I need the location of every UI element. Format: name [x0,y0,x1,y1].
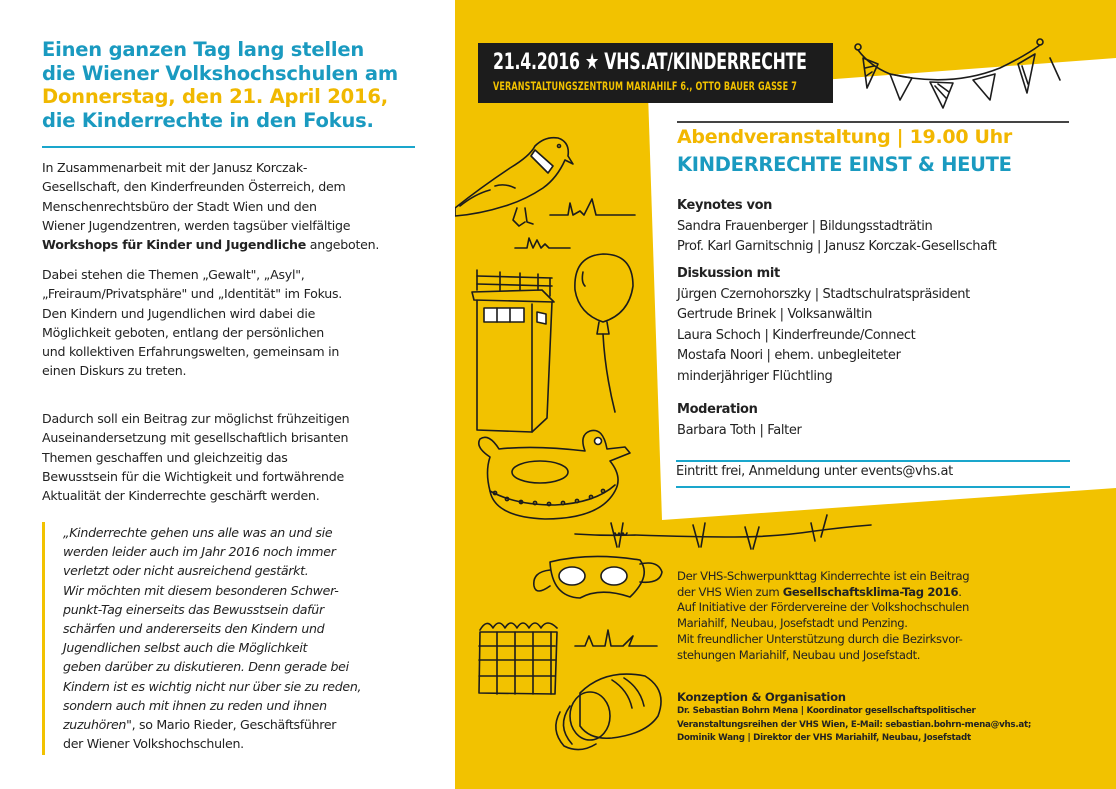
event-divider-top [677,121,1069,123]
quote-text: schärfen und andererseits den Kindern und [63,621,325,637]
grass-icon [515,234,575,259]
event-subtitle: KINDERRECHTE EINST & HEUTE [677,153,1012,176]
text-line: und kollektiven Erfahrungswelten, gemeinsam in [42,344,340,360]
workshops-highlight: Workshops für Kinder und Jugendliche [42,237,307,253]
credits-heading: Konzeption & Organisation [677,690,846,704]
info-text: . [958,584,962,599]
eye-mask-icon [530,552,665,607]
gesellschaftsklima-highlight: Gesellschaftsklima-Tag 2016 [782,584,959,599]
speaker-line: Sandra Frauenberger | Bildungsstadträtin [677,218,933,234]
headline-line-4: die Kinderrechte in den Fokus. [42,108,374,132]
text-line: Gesellschaft, den Kinderfreunden Österreich, dem [42,179,346,195]
quote-text: Jugendlichen selbst auch die Möglichkeit [63,640,308,656]
entry-registration-note: Eintritt frei, Anmeldung unter events@vhs.at [676,464,953,479]
quote-line [63,715,453,734]
text-line: Menschenrechtsbüro der Stadt Wien und den [42,198,317,214]
balloon-icon [573,252,638,417]
quote-line [63,657,453,676]
text-line: einen Diskurs zu treten. [42,363,187,379]
quote-attribution-line: der Wiener Volkshochschulen. [63,736,244,752]
info-paragraph [677,569,969,663]
quote-line [63,561,453,580]
event-title: Abendveranstaltung | 19.00 Uhr [677,126,1012,148]
info-line: Mariahilf, Neubau, Josefstadt und Penzing. [677,616,908,631]
info-line: Mit freundlicher Unterstützung durch die Bezirksvor- [677,631,963,646]
purpose-paragraph [42,409,462,505]
credits-line: Veranstaltungsreihen der VHS Wien, E-Mail: sebastian.bohrn-mena@vhs.at; [677,719,1032,730]
credits-line: Dominik Wang | Direktor der VHS Mariahilf, Neubau, Josefstadt [677,733,971,744]
quote-text: sondern auch mit ihnen zu reden und ihnen [63,697,327,713]
barbed-wire-icon [575,515,875,555]
intro-paragraph [42,158,462,254]
grass-icon [550,195,640,225]
info-line: Der VHS-Schwerpunkttag Kinderrechte ist ein Beitrag [677,569,970,583]
discussion-section [677,264,970,387]
quote-text: Kindern ist es wichtig nicht nur über sie zu reden, [63,678,362,694]
text-line: Wiener Jugendzentren, werden tagsüber vielfältige [42,217,351,233]
quote-line [63,638,453,657]
quote-text: Wir möchten mit diesem besonderen Schwer- [63,582,339,598]
quote-line [63,696,453,715]
panelist-line: Jürgen Czernohorszky | Stadtschulratspräsident [677,286,970,302]
quote-line [63,542,453,561]
info-line: stehungen Mariahilf, Neubau und Josefstadt. [677,647,921,662]
info-line [677,585,969,601]
entry-divider-top [676,460,1070,462]
text-tail: angeboten. [306,237,380,253]
text-line: Themen geschaffen und gleichzeitig das [42,449,288,465]
speaker-line: Prof. Karl Garnitschnig | Janusz Korczak-Gesellschaft [677,239,997,254]
headline-line-2: die Wiener Volkshochschulen am [42,61,398,85]
text-line: In Zusammenarbeit mit der Janusz Korczak- [42,160,308,175]
text-line: Aktualität der Kinderrechte geschärft werden. [42,488,320,504]
keynotes-section [677,196,997,258]
keynotes-heading: Keynotes von [677,198,773,213]
panelist-line: Laura Schoch | Kinderfreunde/Connect [677,327,916,343]
info-line: Auf Initiative der Fördervereine der Volkshochschulen [677,600,969,615]
grass-icon [575,628,665,653]
quote-line [63,600,453,619]
banner-date-url: 21.4.2016 ★ VHS.AT/KINDERRECHTE [493,49,807,75]
right-column [455,0,1116,789]
text-line: Auseinandersetzung mit gesellschaftlich brisanten [42,430,349,446]
quote-block [63,523,453,753]
headline-line-1: Einen ganzen Tag lang stellen [42,38,365,61]
quote-text: geben darüber zu diskutieren. Denn gerade bei [63,659,349,675]
date-banner [478,43,833,103]
quote-text: „Kinderrechte gehen uns alle was an und sie [63,525,333,540]
bunting-icon [850,38,1050,113]
text-line: Bewusstsein für die Wichtigkeit und fortwährende [42,468,344,484]
quote-text: zuzuhören" [63,717,132,733]
discussion-heading: Diskussion mit [677,266,780,281]
bread-icon [550,668,665,753]
text-line: Möglichkeit geboten, entlang der persönlichen [42,324,324,340]
moderator-line: Barbara Toth | Falter [677,422,802,438]
topics-paragraph [42,265,462,381]
credits-section [677,689,1031,746]
quote-line [63,677,453,696]
watchtower-icon [472,270,572,435]
panelist-line: Gertrude Brinek | Volksanwältin [677,307,873,322]
moderation-heading: Moderation [677,402,758,417]
quote-line [63,619,453,638]
text-line: „Freiraum/Privatsphäre" und „Identität" im Fokus. [42,286,343,302]
banner-venue: VERANSTALTUNGSZENTRUM MARIAHILF 6., OTTO BAUER GASSE 7 [493,80,797,93]
info-text: der VHS Wien zum [677,584,783,599]
headline-divider [42,146,415,148]
quote-attribution: , so Mario Rieder, Geschäftsführer [131,717,337,733]
text-line [42,235,462,254]
quote-line [63,523,453,542]
left-column [0,0,455,789]
headline [42,38,422,132]
panelist-line: Mostafa Noori | ehem. unbegleiteter [677,348,901,363]
quote-bar [42,522,45,755]
quote-text: werden leider auch im Jahr 2016 noch immer [63,544,336,560]
headline-date: Donnerstag, den 21. April 2016, [42,85,388,108]
text-line: Dabei stehen die Themen „Gewalt", „Asyl", [42,267,305,282]
moderation-section [677,400,802,441]
credits-line: Dr. Sebastian Bohrn Mena | Koordinator gesellschaftspolitischer [677,706,976,716]
quote-line [63,581,453,600]
text-line: Dadurch soll ein Beitrag zur möglichst frühzeitigen [42,411,350,426]
quote-text: verletzt oder nicht ausreichend gestärkt. [63,563,309,579]
panelist-line: minderjähriger Flüchtling [677,368,833,384]
entry-divider-bottom [676,486,1070,488]
text-line: Den Kindern und Jugendlichen wird dabei die [42,305,316,321]
quote-text: punkt-Tag einerseits das Bewusstsein dafür [63,601,324,617]
